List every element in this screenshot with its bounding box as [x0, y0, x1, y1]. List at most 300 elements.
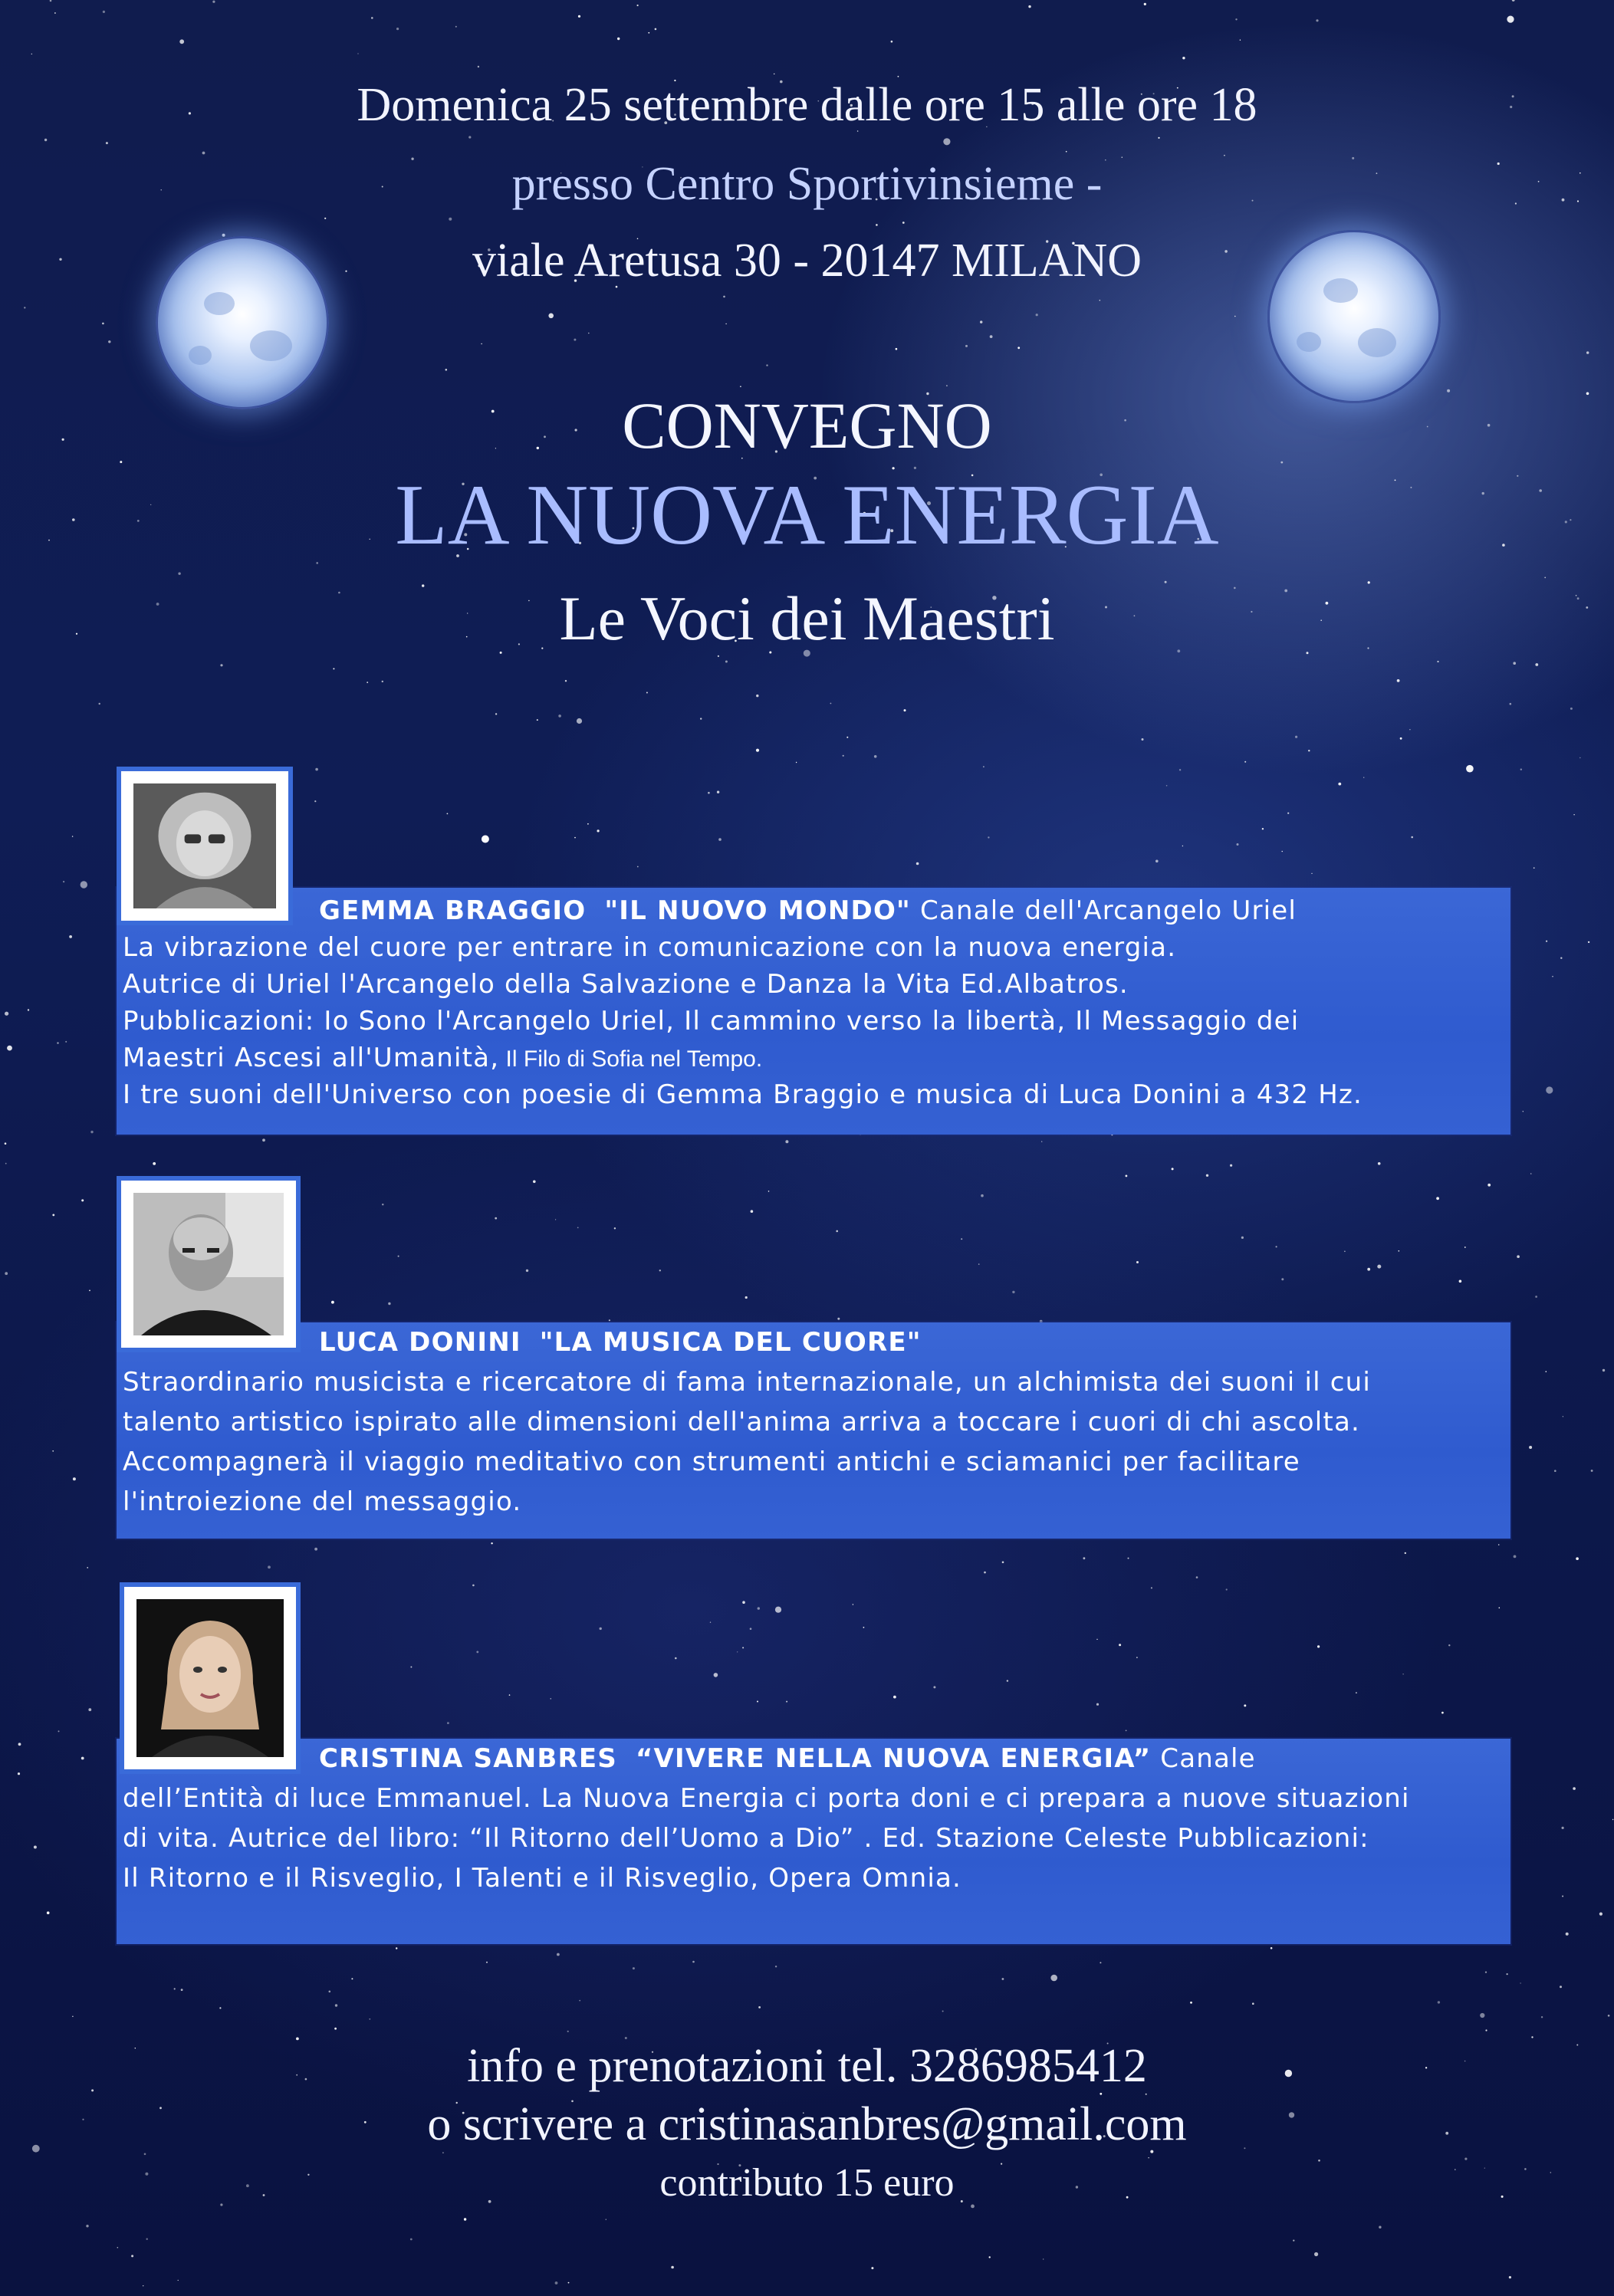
star — [88, 1708, 91, 1711]
star — [830, 703, 832, 705]
star — [447, 813, 449, 815]
star — [495, 713, 497, 714]
star — [1464, 1247, 1466, 1248]
star — [81, 1199, 84, 1201]
star — [896, 348, 898, 350]
star — [1546, 1371, 1547, 1372]
star — [63, 881, 64, 882]
star — [1509, 2276, 1511, 2278]
star — [756, 695, 758, 697]
star — [1441, 1712, 1444, 1714]
star — [1379, 2226, 1381, 2229]
star — [44, 139, 47, 141]
star — [476, 1651, 478, 1654]
star — [1356, 1692, 1357, 1693]
star — [331, 1301, 334, 1304]
star — [1438, 2001, 1440, 2003]
star — [1295, 736, 1297, 738]
star — [614, 1227, 616, 1229]
star — [876, 224, 878, 226]
star — [1599, 1913, 1602, 1916]
star — [984, 1572, 986, 1574]
star — [478, 66, 479, 67]
star — [1237, 843, 1239, 846]
star — [468, 136, 471, 138]
star — [1179, 769, 1181, 770]
star — [1487, 1184, 1491, 1187]
star — [50, 0, 52, 2]
star — [871, 2267, 873, 2269]
star — [334, 2028, 337, 2030]
star — [1411, 836, 1413, 839]
star — [617, 38, 620, 40]
star — [710, 1622, 711, 1623]
star — [577, 1227, 579, 1229]
speaker-role: Canale — [1151, 1743, 1256, 1774]
star — [1560, 957, 1562, 959]
star — [1588, 941, 1589, 943]
star — [533, 1181, 536, 1184]
star — [146, 2239, 148, 2240]
star — [410, 2239, 413, 2241]
star — [1499, 1608, 1501, 1609]
star — [1100, 1962, 1101, 1963]
star — [1436, 1197, 1439, 1200]
star — [1235, 18, 1237, 20]
star — [1182, 57, 1185, 59]
star — [725, 661, 728, 663]
star — [324, 218, 326, 219]
star — [1043, 2258, 1044, 2259]
star — [1586, 351, 1589, 353]
star — [961, 1238, 962, 1240]
star — [1562, 1896, 1563, 1897]
star — [558, 714, 561, 718]
star — [1226, 1588, 1228, 1590]
star — [491, 1542, 492, 1544]
star — [943, 138, 950, 145]
star — [1155, 860, 1159, 863]
star — [90, 1131, 93, 1133]
star — [314, 1548, 317, 1551]
star — [637, 5, 639, 6]
star — [1573, 814, 1574, 815]
star — [495, 1217, 497, 1220]
star — [509, 1694, 511, 1696]
star — [1293, 2240, 1294, 2242]
star — [219, 2007, 221, 2009]
star — [455, 26, 457, 28]
star — [1270, 1947, 1273, 1949]
star — [1459, 1280, 1462, 1283]
star — [1142, 738, 1144, 741]
speaker-bio-line: La vibrazione del cuore per entrare in comunicazione con la nuova energia. — [123, 932, 1177, 963]
star — [1314, 2252, 1318, 2256]
star — [333, 668, 334, 669]
speaker-bio-line: Il Ritorno e il Risveglio, I Talenti e il Risveglio, Opera Omnia. — [123, 1863, 962, 1894]
star — [1510, 703, 1512, 705]
star — [54, 12, 56, 14]
star — [548, 314, 554, 319]
star — [445, 369, 448, 371]
star — [47, 1911, 50, 1914]
star — [212, 1, 215, 3]
star — [981, 1194, 984, 1197]
star — [1530, 1173, 1532, 1174]
star — [989, 2256, 991, 2258]
star — [1397, 679, 1400, 682]
star — [1377, 1265, 1381, 1269]
star — [1507, 16, 1514, 23]
star — [587, 823, 589, 825]
star — [1560, 1986, 1562, 1988]
star — [1240, 40, 1241, 41]
star — [1529, 1446, 1532, 1449]
star — [1344, 1251, 1346, 1253]
star — [1128, 1558, 1129, 1559]
star — [655, 28, 657, 31]
star — [52, 1214, 54, 1217]
star — [1405, 1552, 1406, 1554]
speaker-card-donini — [117, 1322, 1510, 1539]
star — [117, 2247, 119, 2248]
speaker-bio-line: talento artistico ispirato alle dimensioni dell'anima arriva a toccare i cuori di chi ascolta. — [123, 1407, 1360, 1437]
star — [1554, 1470, 1556, 1472]
star — [893, 1696, 896, 1699]
speaker-photo-donini — [117, 1176, 301, 1352]
star — [1400, 737, 1402, 740]
star — [5, 1272, 8, 1275]
star — [351, 1978, 353, 1979]
star — [1096, 1639, 1097, 1640]
star — [597, 829, 600, 832]
star — [449, 218, 452, 221]
speaker-talk-title: "IL NUOVO MONDO" — [604, 895, 911, 926]
star — [1512, 0, 1515, 2]
event-type: CONVEGNO — [622, 389, 992, 462]
contact-phone: info e prenotazioni tel. 3286985412 — [467, 2040, 1147, 2092]
star — [1136, 1657, 1138, 1658]
star — [396, 1947, 397, 1949]
star — [5, 1163, 7, 1164]
page-title: LA NUOVA ENERGIA — [395, 468, 1219, 563]
star — [1338, 783, 1341, 786]
star — [369, 2018, 370, 2020]
speaker-bio-extra: Il Filo di Sofia nel Tempo. — [499, 1046, 763, 1072]
star — [1437, 661, 1438, 662]
star — [723, 296, 725, 298]
star — [1517, 1255, 1520, 1258]
star — [87, 1567, 88, 1568]
star — [600, 1628, 602, 1630]
star — [577, 718, 582, 724]
star — [1036, 314, 1038, 316]
star — [268, 1565, 271, 1568]
star — [34, 1846, 37, 1849]
star — [1533, 867, 1535, 869]
star — [52, 1450, 54, 1452]
star — [579, 2000, 580, 2002]
star — [1566, 1933, 1569, 1936]
star — [1007, 1680, 1008, 1681]
star — [1224, 155, 1225, 156]
speaker-photo-sanbres — [120, 1582, 301, 1774]
speaker-card-braggio — [117, 888, 1510, 1135]
star — [718, 838, 722, 841]
star — [1399, 1250, 1400, 1252]
star — [1514, 1555, 1517, 1559]
star — [398, 1256, 399, 1257]
star — [1541, 2016, 1543, 2018]
star — [24, 307, 25, 308]
star — [481, 343, 482, 344]
star — [178, 573, 180, 575]
star — [5, 1142, 7, 1145]
star — [202, 152, 205, 155]
star — [874, 755, 877, 758]
star — [1409, 729, 1410, 730]
star — [1017, 347, 1020, 349]
star — [1119, 1644, 1121, 1646]
star — [750, 1628, 752, 1630]
star — [1485, 2029, 1487, 2031]
star — [766, 364, 768, 366]
star — [902, 222, 905, 224]
star — [153, 1162, 156, 1165]
star — [1531, 2036, 1533, 2038]
star — [1523, 1111, 1524, 1112]
star — [1002, 1978, 1004, 1980]
star — [329, 1991, 331, 1993]
speaker-talk-title: "LA MUSICA DEL CUORE" — [539, 1327, 922, 1358]
star — [86, 2225, 88, 2227]
star — [933, 1686, 935, 1688]
star — [388, 1302, 390, 1305]
star — [717, 791, 719, 793]
star — [983, 766, 985, 767]
speaker-talk-title: “VIVERE NELLA NUOVA ENERGIA” — [636, 1743, 1152, 1774]
star — [942, 2011, 944, 2012]
star — [18, 1743, 21, 1746]
star — [1485, 1972, 1487, 1973]
star — [1591, 1470, 1593, 1472]
star — [904, 709, 906, 711]
star — [262, 1138, 265, 1141]
speaker-bio-line: di vita. Autrice del libro: “Il Ritorno dell’Uomo a Dio” . Ed. Stazione Celeste Pubblicazioni: — [123, 1823, 1369, 1854]
star — [382, 681, 383, 682]
star — [178, 2280, 179, 2281]
star — [1230, 1164, 1232, 1167]
star — [1363, 777, 1364, 778]
star — [786, 1701, 787, 1703]
star — [472, 1585, 475, 1587]
star — [1190, 2002, 1192, 2004]
star — [1281, 1278, 1284, 1280]
star — [1151, 1587, 1152, 1588]
star — [1096, 1703, 1099, 1706]
star — [314, 800, 316, 802]
star — [1126, 1730, 1127, 1732]
star — [1166, 785, 1168, 787]
star — [102, 323, 104, 325]
star — [637, 866, 639, 868]
star — [1602, 1369, 1605, 1371]
star — [89, 1290, 90, 1292]
star — [891, 41, 893, 43]
star — [1206, 1174, 1208, 1177]
star — [1546, 941, 1547, 942]
star — [609, 1319, 610, 1321]
star — [144, 2153, 146, 2156]
star — [1066, 151, 1067, 153]
star — [758, 2006, 761, 2009]
star — [671, 2266, 674, 2269]
star — [1012, 1291, 1014, 1293]
star — [846, 737, 848, 738]
star — [58, 1730, 60, 1732]
speaker-bio-line — [123, 1043, 762, 1073]
star — [796, 762, 797, 763]
star — [775, 1966, 777, 1967]
star — [965, 345, 968, 347]
star — [1252, 2002, 1254, 2005]
star — [1498, 1544, 1500, 1545]
event-address: viale Aretusa 30 - 20147 MILANO — [472, 235, 1142, 287]
star — [108, 340, 110, 343]
star — [756, 749, 759, 752]
star — [574, 339, 576, 341]
star — [1570, 708, 1573, 710]
star — [73, 1477, 76, 1480]
star — [578, 15, 580, 18]
star — [916, 862, 919, 866]
star — [1513, 662, 1516, 665]
star — [371, 17, 373, 19]
star — [692, 1961, 695, 1963]
star — [1480, 2013, 1484, 2018]
star — [103, 11, 105, 13]
star — [1276, 1246, 1277, 1247]
star — [367, 682, 368, 683]
star — [718, 655, 719, 657]
speaker-heading — [319, 1743, 1256, 1774]
star — [28, 1009, 29, 1010]
star — [1608, 2015, 1610, 2017]
star — [751, 1210, 754, 1213]
star — [1282, 851, 1283, 852]
star — [1378, 1162, 1381, 1165]
star — [708, 792, 710, 794]
star — [99, 703, 100, 705]
speaker-name: CRISTINA SANBRES — [319, 1743, 617, 1774]
star — [1244, 761, 1246, 763]
star — [537, 719, 538, 721]
star — [1612, 1819, 1613, 1820]
star — [567, 2031, 569, 2032]
star — [81, 1757, 84, 1760]
star — [946, 385, 948, 386]
star — [714, 1673, 718, 1677]
star — [1579, 757, 1580, 758]
star — [785, 1140, 788, 1143]
star — [131, 2255, 133, 2257]
star — [1552, 976, 1553, 977]
speaker-bio-line: Autrice di Uriel l'Arcangelo della Salvazione e Danza la Vita Ed.Albatros. — [123, 969, 1129, 1000]
star — [1241, 1237, 1244, 1239]
star — [81, 881, 87, 888]
star — [1234, 316, 1236, 317]
page-subtitle: Le Voci dei Maestri — [559, 583, 1055, 653]
star — [1287, 813, 1289, 814]
star — [775, 1607, 781, 1613]
speaker-heading — [319, 1327, 922, 1358]
star — [1041, 1141, 1042, 1142]
star — [1311, 873, 1312, 874]
star — [568, 2282, 570, 2284]
star — [837, 1318, 840, 1320]
event-date: Domenica 25 settembre dalle ore 15 alle ore 18 — [357, 79, 1257, 131]
star — [758, 1607, 760, 1609]
speaker-bio-line: Pubblicazioni: Io Sono l'Arcangelo Uriel, Il cammino verso la libertà, Il Messaggio dei — [123, 1006, 1300, 1036]
star — [1316, 19, 1318, 21]
star — [106, 142, 108, 144]
star — [1562, 1827, 1564, 1829]
star — [1158, 137, 1159, 139]
star — [1520, 769, 1522, 770]
star — [1148, 2157, 1149, 2158]
star — [7, 1046, 12, 1051]
star — [486, 1962, 488, 1963]
star — [700, 718, 702, 719]
star — [396, 28, 399, 30]
star — [357, 53, 358, 54]
star — [990, 335, 993, 338]
star — [737, 1651, 738, 1652]
speaker-bio-line: Straordinario musicista e ricercatore di fama internazionale, un alchimista dei suoni il cui — [123, 1367, 1372, 1398]
star — [1196, 1576, 1198, 1578]
star — [555, 1219, 556, 1220]
star — [5, 1012, 8, 1016]
star — [464, 2218, 466, 2220]
star — [179, 39, 184, 44]
star — [442, 2152, 444, 2153]
star — [482, 836, 489, 843]
speaker-heading — [319, 895, 1297, 926]
event-venue: presso Centro Sportivinsieme - — [511, 158, 1103, 210]
star — [742, 1601, 745, 1604]
star — [382, 1204, 383, 1205]
contact-email: o scrivere a cristinasanbres@gmail.com — [427, 2098, 1187, 2150]
star — [836, 1230, 838, 1233]
star — [565, 680, 567, 682]
star — [1367, 1268, 1370, 1271]
star — [69, 935, 72, 938]
speaker-card-sanbres — [117, 1739, 1510, 1944]
star — [843, 755, 844, 757]
speaker-role: Canale dell'Arcangelo Uriel — [910, 895, 1297, 926]
star — [978, 1263, 980, 1265]
star — [648, 32, 649, 34]
star — [1126, 1175, 1128, 1178]
star — [1083, 1557, 1086, 1559]
star — [57, 1042, 58, 1043]
star — [1535, 1296, 1537, 1298]
star — [1573, 1787, 1576, 1790]
speaker-bio-line: I tre suoni dell'Universo con poesie di Gemma Braggio e musica di Luca Donini a 432 Hz. — [123, 1079, 1363, 1110]
star — [1050, 1975, 1057, 1982]
entry-fee: contributo 15 euro — [659, 2161, 955, 2205]
star — [742, 1647, 744, 1648]
